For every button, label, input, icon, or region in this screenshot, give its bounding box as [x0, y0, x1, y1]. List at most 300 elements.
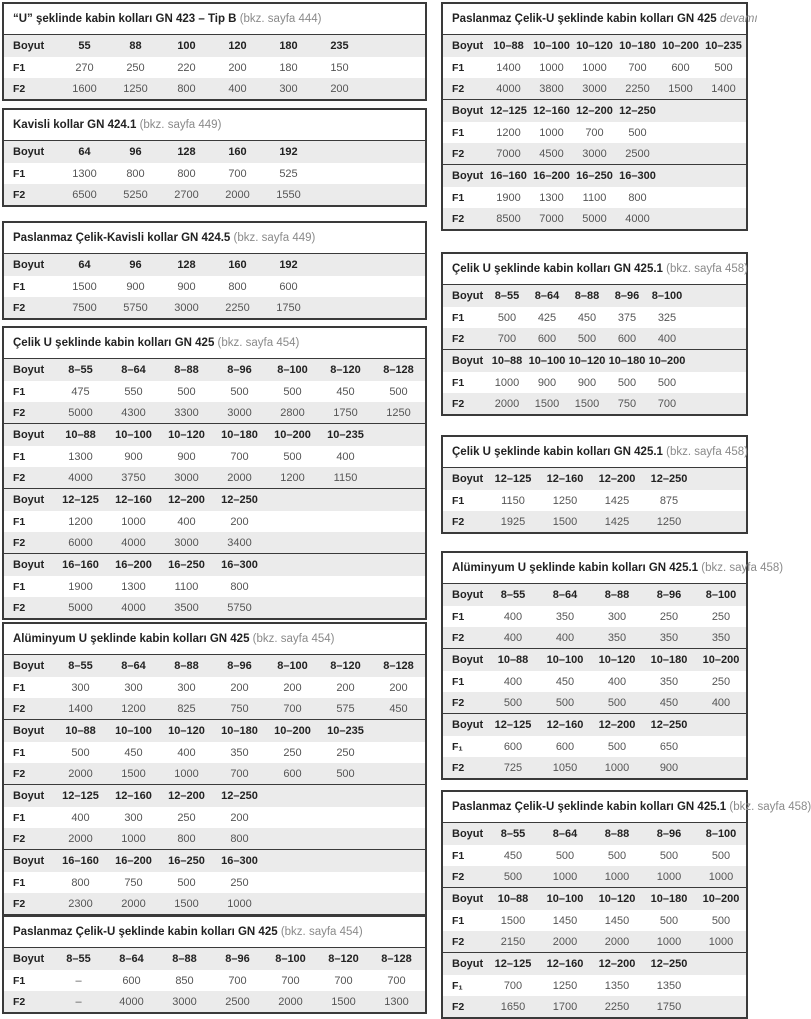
force-value: 600 [537, 332, 557, 345]
size-value: 16–160 [62, 559, 99, 571]
size-value: 8–96 [227, 660, 252, 672]
force-value: 700 [228, 974, 247, 987]
size-label: Boyut [13, 146, 45, 158]
force-value: 500 [657, 376, 677, 389]
force-value: 500 [230, 385, 249, 398]
force-value: 250 [711, 610, 731, 623]
page-reference: (bkz. sayfa 454) [217, 337, 300, 349]
force-value: 800 [177, 82, 196, 95]
size-value: 16–250 [168, 559, 205, 571]
force-f1-row [4, 57, 425, 78]
table-section [443, 822, 746, 887]
size-value: 16–160 [62, 855, 99, 867]
force-value: 1250 [386, 406, 411, 419]
force-label: F1 [452, 675, 465, 688]
force-value: 900 [124, 450, 143, 463]
force-value: 5000 [68, 406, 93, 419]
force-value: 1200 [280, 471, 305, 484]
force-f1-row [4, 872, 425, 893]
force-value: 425 [537, 311, 557, 324]
force-value: 575 [336, 702, 355, 715]
force-value: 500 [555, 849, 575, 862]
size-value: 12–160 [546, 958, 584, 970]
force-value: 4000 [68, 471, 93, 484]
force-value: 700 [228, 167, 247, 180]
force-value: 500 [177, 385, 196, 398]
force-value: 2000 [225, 188, 250, 201]
size-value: 10–120 [598, 893, 636, 905]
size-value: 8–100 [277, 364, 308, 376]
size-value: 8–100 [705, 589, 737, 601]
force-value: 1900 [496, 191, 521, 204]
force-value: 1500 [500, 914, 526, 927]
force-value: 700 [230, 767, 249, 780]
force-value: 1350 [656, 979, 682, 992]
force-value: 270 [75, 61, 94, 74]
force-label: F2 [13, 301, 26, 314]
size-value: 12–125 [490, 105, 527, 117]
force-label: F2 [452, 515, 465, 528]
size-value: 12–250 [650, 473, 688, 485]
force-f1-row [443, 187, 746, 208]
force-label: F2 [13, 188, 26, 201]
force-label: F2 [452, 212, 465, 225]
size-label: Boyut [452, 290, 484, 302]
force-value: 200 [228, 61, 247, 74]
force-label: F1 [13, 450, 26, 463]
size-value: 10–180 [650, 893, 688, 905]
force-value: 2300 [68, 897, 93, 910]
size-label: Boyut [13, 660, 45, 672]
table-title [4, 110, 425, 140]
force-value: 500 [607, 696, 627, 709]
force-label: F2 [13, 406, 26, 419]
size-header-row [4, 655, 425, 677]
size-value: 8–55 [500, 828, 526, 840]
force-value: 500 [555, 696, 575, 709]
force-value: 400 [336, 450, 355, 463]
force-value: 1000 [604, 761, 630, 774]
force-value: 5000 [582, 212, 607, 225]
size-value: 12–200 [168, 790, 205, 802]
size-value: 10–88 [65, 429, 96, 441]
size-value: 96 [129, 146, 142, 158]
size-value: 12–200 [598, 473, 636, 485]
force-value: 3000 [582, 82, 607, 95]
force-f1-row [443, 122, 746, 143]
force-value: 1400 [711, 82, 736, 95]
force-value: 1500 [668, 82, 693, 95]
force-value: 400 [607, 675, 627, 688]
force-value: 1750 [276, 301, 301, 314]
size-value: 8–120 [330, 364, 361, 376]
force-f2-row [4, 184, 425, 205]
force-value: 1500 [174, 897, 199, 910]
force-value: 600 [122, 974, 141, 987]
force-value: 300 [124, 811, 143, 824]
force-value: 475 [71, 385, 90, 398]
force-value: 500 [628, 126, 647, 139]
force-f2-row [4, 78, 425, 99]
force-f2-row [443, 78, 746, 99]
size-value: 12–200 [168, 494, 205, 506]
force-value: 800 [177, 832, 196, 845]
force-value: 2000 [227, 471, 252, 484]
size-label: Boyut [13, 790, 45, 802]
size-header-row [443, 285, 746, 307]
force-value: 1425 [604, 494, 630, 507]
table-title-text: Çelik U şeklinde kabin kolları GN 425.1 [452, 263, 663, 275]
force-value: 6500 [72, 188, 97, 201]
force-value: 1700 [552, 1000, 578, 1013]
table-title-text: Kavisli kollar GN 424.1 [13, 119, 137, 131]
force-value: 800 [230, 832, 249, 845]
size-header-row [4, 720, 425, 742]
force-label: F1 [13, 681, 26, 694]
spec-table-panel [441, 551, 784, 780]
size-value: 8–96 [225, 953, 250, 965]
force-label: F2 [452, 147, 465, 160]
size-value: 10–100 [546, 893, 584, 905]
size-value: 8–88 [604, 828, 630, 840]
force-value: 3000 [227, 406, 252, 419]
size-value: 8–128 [383, 660, 414, 672]
force-value: 4000 [625, 212, 650, 225]
force-label: F1 [13, 385, 26, 398]
force-label: F2 [13, 702, 26, 715]
page-reference: (bkz. sayfa 458) [729, 801, 811, 813]
size-header-row [4, 254, 425, 276]
force-f1-row [4, 677, 425, 698]
force-value: 250 [230, 876, 249, 889]
force-label: F1 [452, 610, 465, 623]
force-value: 2800 [280, 406, 305, 419]
force-value: 550 [124, 385, 143, 398]
table-section [443, 887, 746, 952]
force-f1-row [4, 446, 425, 467]
size-label: Boyut [13, 953, 45, 965]
force-value: 525 [279, 167, 298, 180]
size-label: Boyut [13, 40, 45, 52]
force-f2-row [443, 328, 746, 349]
force-value: 600 [671, 61, 690, 74]
force-label: F2 [13, 995, 26, 1008]
force-value: 1200 [496, 126, 521, 139]
force-value: 1250 [656, 515, 682, 528]
force-label: F1 [452, 494, 465, 507]
force-label: F2 [13, 82, 26, 95]
force-value: 700 [497, 332, 517, 345]
size-value: 10–88 [497, 893, 529, 905]
size-value: 235 [330, 40, 349, 52]
force-value: 750 [230, 702, 249, 715]
force-f1-row [443, 845, 746, 866]
force-f1-row [4, 381, 425, 402]
size-value: 12–160 [115, 494, 152, 506]
force-value: 725 [503, 761, 523, 774]
size-header-row [4, 424, 425, 446]
force-value: 1200 [121, 702, 146, 715]
force-f1-row [443, 606, 746, 627]
size-value: 8–64 [121, 660, 146, 672]
force-value: 2500 [625, 147, 650, 160]
size-value: 8–100 [651, 290, 683, 302]
force-value: 250 [283, 746, 302, 759]
table-section [4, 140, 425, 205]
force-value: 250 [711, 675, 731, 688]
size-header-row [443, 584, 746, 606]
table-title [4, 624, 425, 654]
force-value: 3000 [174, 536, 199, 549]
size-header-row [443, 823, 746, 845]
force-f1-row [4, 807, 425, 828]
force-value: 375 [617, 311, 637, 324]
spec-table-panel [2, 622, 427, 916]
force-value: 750 [124, 876, 143, 889]
size-value: 8–96 [227, 364, 252, 376]
force-value: 3750 [121, 471, 146, 484]
size-value: 10–200 [648, 355, 686, 367]
force-label: F2 [452, 935, 465, 948]
size-value: 8–55 [68, 364, 93, 376]
force-value: 600 [283, 767, 302, 780]
force-value: 700 [230, 450, 249, 463]
size-value: 8–64 [119, 953, 144, 965]
table-section [443, 648, 746, 713]
size-value: 16–250 [576, 170, 613, 182]
table-title-text: Paslanmaz Çelik-U şeklinde kabin kolları GN 425 [452, 13, 717, 25]
table-section [443, 284, 746, 349]
table-title-text: “U” şeklinde kabin kolları GN 423 – Tip B [13, 13, 237, 25]
size-value: 12–200 [598, 719, 636, 731]
table-title [443, 553, 784, 583]
force-value: 450 [389, 702, 408, 715]
spec-table-panel [441, 2, 758, 231]
force-value: 1500 [72, 280, 97, 293]
force-value: 500 [607, 849, 627, 862]
force-f1-row [443, 736, 746, 757]
table-title-text: Paslanmaz Çelik-Kavisli kollar GN 424.5 [13, 232, 231, 244]
force-value: 800 [230, 580, 249, 593]
force-label: F2 [452, 1000, 465, 1013]
force-label: F1 [13, 746, 26, 759]
table-section [4, 654, 425, 719]
force-value: 1550 [276, 188, 301, 201]
force-value: 200 [389, 681, 408, 694]
force-value: 200 [230, 515, 249, 528]
force-label: F2 [452, 397, 465, 410]
force-value: 800 [126, 167, 145, 180]
force-value: 500 [177, 876, 196, 889]
force-value: 1000 [494, 376, 520, 389]
force-label: F1 [13, 811, 26, 824]
force-value: 1250 [552, 494, 578, 507]
size-header-row [4, 554, 425, 576]
force-value: 1350 [604, 979, 630, 992]
spec-table-panel [441, 252, 748, 416]
force-label: F1 [452, 849, 465, 862]
force-f1-row [443, 57, 746, 78]
force-value: 3800 [539, 82, 564, 95]
force-value: 500 [711, 914, 731, 927]
size-value: 128 [177, 146, 196, 158]
force-value: 750 [617, 397, 637, 410]
size-value: 16–300 [221, 559, 258, 571]
force-value: 450 [124, 746, 143, 759]
force-value: 700 [657, 397, 677, 410]
force-value: 700 [283, 702, 302, 715]
force-label: F2 [13, 536, 26, 549]
force-value: 300 [124, 681, 143, 694]
force-value: 350 [711, 631, 731, 644]
size-value: 100 [177, 40, 196, 52]
force-label: F2 [452, 82, 465, 95]
force-value: 400 [503, 610, 523, 623]
size-label: Boyut [452, 893, 484, 905]
force-value: 1250 [123, 82, 148, 95]
force-value: 2250 [225, 301, 250, 314]
force-value: 400 [71, 811, 90, 824]
force-value: 2150 [500, 935, 526, 948]
force-value: 4500 [539, 147, 564, 160]
force-value: 700 [585, 126, 604, 139]
force-value: 200 [230, 811, 249, 824]
force-value: 1000 [552, 870, 578, 883]
force-value: 1300 [72, 167, 97, 180]
table-title-text: Çelik U şeklinde kabin kolları GN 425 [13, 337, 215, 349]
table-section [4, 253, 425, 318]
size-label: Boyut [13, 364, 45, 376]
force-value: 1000 [227, 897, 252, 910]
size-value: 55 [78, 40, 91, 52]
page-reference: (bkz. sayfa 444) [239, 13, 322, 25]
size-value: 10–180 [650, 654, 688, 666]
force-value: 2000 [121, 897, 146, 910]
force-value: 400 [177, 746, 196, 759]
size-value: 64 [78, 259, 91, 271]
force-value: 1100 [582, 191, 607, 204]
page-reference: (bkz. sayfa 449) [233, 232, 316, 244]
force-value: 7500 [72, 301, 97, 314]
size-value: 8–64 [121, 364, 146, 376]
size-value: 180 [279, 40, 298, 52]
table-title [4, 328, 425, 358]
size-value: 96 [129, 259, 142, 271]
force-value: 2700 [174, 188, 199, 201]
size-label: Boyut [13, 494, 45, 506]
force-value: 500 [497, 311, 517, 324]
force-f2-row [443, 996, 746, 1017]
table-title [443, 792, 811, 822]
force-value: 1500 [331, 995, 356, 1008]
size-value: 10–88 [491, 355, 523, 367]
force-value: 5000 [68, 601, 93, 614]
force-value: 1925 [500, 515, 526, 528]
force-value: 500 [71, 746, 90, 759]
force-label: F2 [452, 761, 465, 774]
force-f2-row [4, 763, 425, 784]
size-value: 192 [279, 259, 298, 271]
force-value: 850 [175, 974, 194, 987]
size-value: 12–125 [494, 473, 532, 485]
force-value: 500 [577, 332, 597, 345]
size-value: 8–88 [174, 364, 199, 376]
force-value: 400 [503, 675, 523, 688]
force-label: F1 [452, 61, 465, 74]
spec-table-panel [2, 108, 427, 207]
size-value: 10–200 [662, 40, 699, 52]
table-section [4, 947, 425, 1012]
size-value: 10–100 [528, 355, 566, 367]
size-value: 12–125 [62, 790, 99, 802]
table-title-text: Alüminyum U şeklinde kabin kolları GN 425.1 [452, 562, 699, 574]
force-value: 1500 [552, 515, 578, 528]
table-section [4, 849, 425, 914]
force-value: 4300 [121, 406, 146, 419]
size-value: 10–180 [221, 429, 258, 441]
table-section [443, 164, 746, 229]
force-value: 4000 [119, 995, 144, 1008]
force-value: 1100 [174, 580, 199, 593]
force-value: 1300 [121, 580, 146, 593]
table-section [443, 34, 746, 99]
force-f2-row [443, 511, 746, 532]
force-value: 1300 [384, 995, 409, 1008]
force-f1-row [443, 975, 746, 996]
size-label: Boyut [452, 828, 484, 840]
size-label: Boyut [13, 725, 45, 737]
force-value: 800 [71, 876, 90, 889]
force-f1-row [4, 276, 425, 297]
size-value: 8–88 [604, 589, 630, 601]
size-value: 10–120 [168, 725, 205, 737]
force-f1-row [4, 576, 425, 597]
force-value: 1000 [656, 935, 682, 948]
size-value: 12–250 [650, 719, 688, 731]
force-value: 500 [389, 385, 408, 398]
table-section [4, 34, 425, 99]
size-value: 8–64 [552, 589, 578, 601]
force-f2-row [443, 208, 746, 229]
force-label: F1 [13, 876, 26, 889]
size-value: 10–200 [702, 654, 740, 666]
force-value: 500 [607, 740, 627, 753]
size-value: 88 [129, 40, 142, 52]
force-value: 3000 [174, 471, 199, 484]
size-value: 10–235 [327, 429, 364, 441]
force-value: 800 [228, 280, 247, 293]
size-header-row [443, 714, 746, 736]
force-value: 900 [659, 761, 679, 774]
table-section [443, 583, 746, 648]
size-label: Boyut [13, 855, 45, 867]
force-value: 900 [177, 450, 196, 463]
size-label: Boyut [452, 105, 484, 117]
table-section [443, 349, 746, 414]
size-value: 10–180 [221, 725, 258, 737]
size-value: 128 [177, 259, 196, 271]
force-value: 200 [330, 82, 349, 95]
force-value: 800 [628, 191, 647, 204]
size-header-row [4, 35, 425, 57]
force-value: 600 [617, 332, 637, 345]
force-label: F2 [13, 601, 26, 614]
size-header-row [443, 888, 746, 910]
force-value: 1425 [604, 515, 630, 528]
size-label: Boyut [452, 170, 484, 182]
size-value: 12–250 [221, 494, 258, 506]
table-title [4, 4, 425, 34]
